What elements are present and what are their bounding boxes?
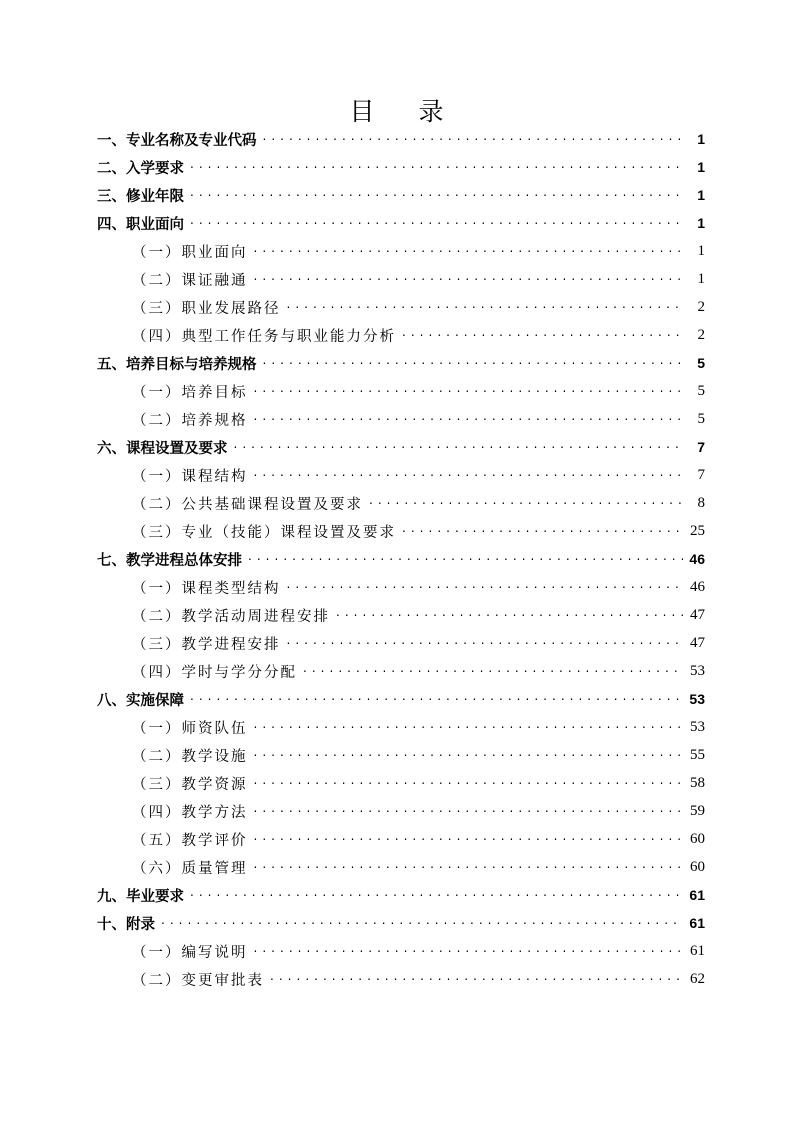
toc-entry-page-number: 7	[697, 466, 705, 483]
dot-leader	[254, 414, 684, 428]
dot-leader	[254, 274, 684, 288]
toc-entry-label: 三、修业年限	[97, 188, 184, 205]
toc-entry-label: （五）教学评价	[132, 832, 248, 849]
toc-subsection-entry[interactable]	[97, 797, 705, 825]
toc-entry-label: （二）教学活动周进程安排	[132, 608, 330, 625]
dot-leader	[270, 974, 683, 988]
toc-entry-page-number: 53	[689, 691, 705, 707]
toc-entry-page-number: 1	[697, 159, 705, 175]
toc-entry-label: （三）教学资源	[132, 776, 248, 793]
dot-leader	[402, 330, 683, 344]
toc-entry-label: （一）编写说明	[132, 944, 248, 961]
toc-entry-page-number: 53	[690, 662, 705, 679]
toc-entry-page-number: 1	[697, 215, 705, 231]
toc-subsection-entry[interactable]	[97, 405, 705, 433]
toc-entry-page-number: 5	[697, 382, 705, 399]
toc-entry-page-number: 2	[697, 298, 705, 315]
toc-entry-page-number: 62	[690, 970, 705, 987]
dot-leader	[303, 666, 683, 680]
toc-subsection-entry[interactable]	[97, 321, 705, 349]
dot-leader	[190, 218, 683, 232]
toc-entry-page-number: 55	[690, 746, 705, 763]
toc-entry-page-number: 47	[690, 634, 705, 651]
dot-leader	[161, 918, 683, 932]
toc-entry-page-number: 5	[697, 410, 705, 427]
toc-entry-page-number: 61	[689, 915, 705, 931]
toc-entry-label: （一）师资队伍	[132, 720, 248, 737]
toc-entry-page-number: 59	[690, 802, 705, 819]
toc-entry-page-number: 47	[690, 606, 705, 623]
toc-entry-page-number: 53	[690, 718, 705, 735]
toc-section-entry[interactable]	[97, 909, 705, 937]
dot-leader	[254, 750, 684, 764]
toc-subsection-entry[interactable]	[97, 573, 705, 601]
toc-entry-label: （三）教学进程安排	[132, 636, 281, 653]
dot-leader	[263, 358, 684, 372]
page-title: 目 录	[349, 97, 462, 126]
toc-entry-label: （一）课程类型结构	[132, 580, 281, 597]
toc-entry-label: （三）职业发展路径	[132, 300, 281, 317]
toc-subsection-entry[interactable]	[97, 741, 705, 769]
toc-entry-label: （六）质量管理	[132, 860, 248, 877]
dot-leader	[254, 778, 684, 792]
toc-entry-label: （一）培养目标	[132, 384, 248, 401]
dot-leader	[254, 246, 684, 260]
toc-entry-label: 四、职业面向	[97, 216, 184, 233]
toc-entry-label: （一）职业面向	[132, 244, 248, 261]
toc-entry-label: 一、专业名称及专业代码	[97, 132, 257, 149]
dot-leader	[254, 722, 684, 736]
toc-subsection-entry[interactable]	[97, 657, 705, 685]
toc-subsection-entry[interactable]	[97, 629, 705, 657]
toc-entry-label: （四）教学方法	[132, 804, 248, 821]
toc-entry-label: 七、教学进程总体安排	[97, 552, 242, 569]
toc-subsection-entry[interactable]	[97, 237, 705, 265]
toc-entry-label: 六、课程设置及要求	[97, 440, 228, 457]
toc-subsection-entry[interactable]	[97, 489, 705, 517]
toc-entry-page-number: 46	[690, 578, 705, 595]
toc-subsection-entry[interactable]	[97, 265, 705, 293]
toc-section-entry[interactable]	[97, 153, 705, 181]
toc-subsection-entry[interactable]	[97, 713, 705, 741]
toc-entry-page-number: 1	[697, 270, 705, 287]
dot-leader	[190, 694, 683, 708]
dot-leader	[254, 862, 684, 876]
toc-subsection-entry[interactable]	[97, 825, 705, 853]
toc-subsection-entry[interactable]	[97, 293, 705, 321]
toc-subsection-entry[interactable]	[97, 769, 705, 797]
toc-entry-label: （二）课证融通	[132, 272, 248, 289]
toc-entry-page-number: 60	[690, 858, 705, 875]
toc-section-entry[interactable]	[97, 209, 705, 237]
dot-leader	[287, 582, 684, 596]
dot-leader	[369, 498, 683, 512]
toc-entry-page-number: 58	[690, 774, 705, 791]
toc-entry-label: （四）典型工作任务与职业能力分析	[132, 328, 396, 345]
toc-subsection-entry[interactable]	[97, 461, 705, 489]
toc-entry-page-number: 1	[697, 242, 705, 259]
dot-leader	[336, 610, 683, 624]
toc-entry-page-number: 60	[690, 830, 705, 847]
toc-entry-label: 五、培养目标与培养规格	[97, 356, 257, 373]
toc-entry-page-number: 46	[689, 551, 705, 567]
toc-entry-label: （四）学时与学分分配	[132, 664, 297, 681]
dot-leader	[254, 946, 684, 960]
dot-leader	[254, 470, 684, 484]
dot-leader	[402, 526, 683, 540]
dot-leader	[263, 134, 684, 148]
toc-entry-page-number: 2	[697, 326, 705, 343]
toc-section-entry[interactable]	[97, 881, 705, 909]
toc-entry-page-number: 1	[697, 187, 705, 203]
toc-entry-label: （三）专业（技能）课程设置及要求	[132, 524, 396, 541]
toc-subsection-entry[interactable]	[97, 601, 705, 629]
dot-leader	[234, 442, 684, 456]
toc-entry-page-number: 61	[689, 887, 705, 903]
toc-entry-page-number: 25	[690, 522, 705, 539]
dot-leader	[190, 190, 683, 204]
dot-leader	[287, 302, 684, 316]
dot-leader	[254, 806, 684, 820]
toc-entry-label: （二）变更审批表	[132, 972, 264, 989]
toc-entry-label: 九、毕业要求	[97, 888, 184, 905]
dot-leader	[287, 638, 684, 652]
toc-section-entry[interactable]	[97, 545, 705, 573]
dot-leader	[254, 834, 684, 848]
toc-section-entry[interactable]	[97, 349, 705, 377]
dot-leader	[190, 162, 683, 176]
dot-leader	[190, 890, 683, 904]
toc-subsection-entry[interactable]	[97, 853, 705, 881]
toc-entry-label: 八、实施保障	[97, 692, 184, 709]
toc-subsection-entry[interactable]	[97, 965, 705, 993]
toc-section-entry[interactable]	[97, 125, 705, 153]
toc-subsection-entry[interactable]	[97, 377, 705, 405]
toc-entry-label: （一）课程结构	[132, 468, 248, 485]
toc-entry-label: （二）培养规格	[132, 412, 248, 429]
toc-subsection-entry[interactable]	[97, 937, 705, 965]
toc-entry-page-number: 7	[697, 439, 705, 455]
toc-entry-page-number: 61	[690, 942, 705, 959]
toc-entry-label: （二）公共基础课程设置及要求	[132, 496, 363, 513]
toc-entry-label: 十、附录	[97, 916, 155, 933]
toc-subsection-entry[interactable]	[97, 517, 705, 545]
toc-entry-label: （二）教学设施	[132, 748, 248, 765]
toc-section-entry[interactable]	[97, 433, 705, 461]
table-of-contents	[97, 125, 705, 993]
toc-entry-label: 二、入学要求	[97, 160, 184, 177]
toc-section-entry[interactable]	[97, 685, 705, 713]
toc-entry-page-number: 8	[697, 494, 705, 511]
toc-entry-page-number: 1	[697, 131, 705, 147]
dot-leader	[248, 554, 683, 568]
toc-section-entry[interactable]	[97, 181, 705, 209]
toc-entry-page-number: 5	[697, 355, 705, 371]
dot-leader	[254, 386, 684, 400]
